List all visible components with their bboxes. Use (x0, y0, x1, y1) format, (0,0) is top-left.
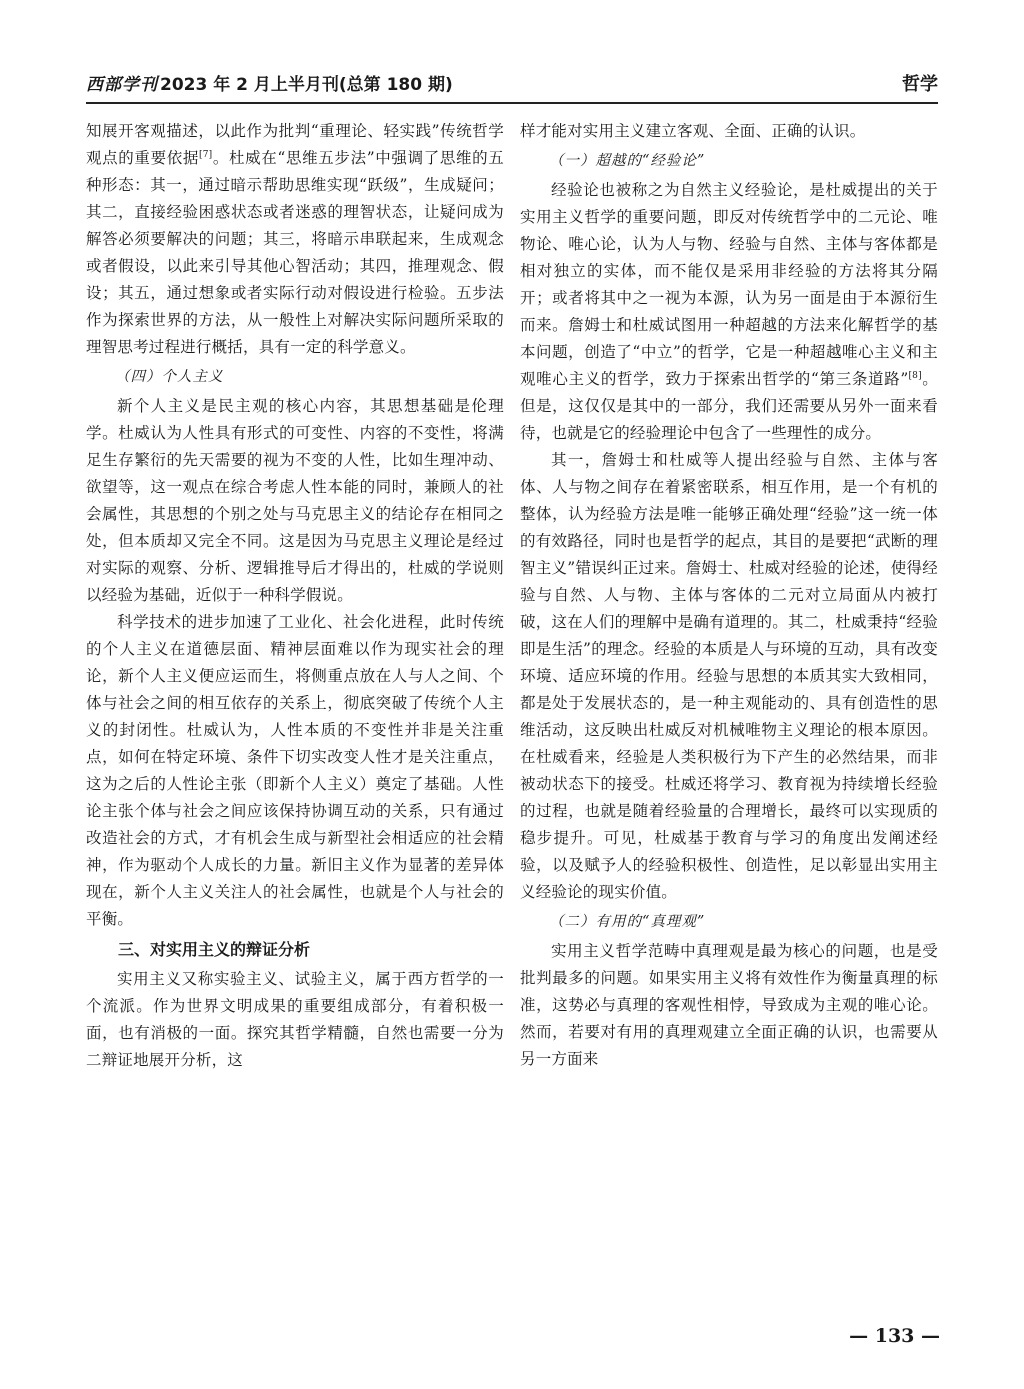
issue-info: 2023 年 2 月上半月刊(总第 180 期) (160, 75, 453, 95)
subsection-heading: （二）有用的“真理观” (549, 914, 706, 930)
paragraph: 样才能对实用主义建立客观、全面、正确的认识。 (520, 122, 866, 140)
right-column (520, 118, 938, 1073)
section-name: 哲学 (902, 74, 938, 95)
paragraph-text: 。杜威在“思维五步法”中强调了思维的五种形态：其一，通过暗示帮助思维实现“跃级”，生成疑问；其二，直接经验困惑状态或者迷惑的理智状态，让疑问成为解答必须要解决的问题；其三，将暗示串联起来，生成观念或者假设，以此来引导其他心智活动；其四，推理观念、假设；其五，通过想象或者实际行动对假设进行检验。五步法作为探索世界的方法，从一般性上对解决实际问题所采取的理智思考过程进行概括，具有一定的科学意义。 (86, 149, 505, 356)
journal-logo: 西部学刊 (86, 75, 158, 95)
paragraph: 其一，詹姆士和杜威等人提出经验与自然、主体与客体、人与物之间存在着紧密联系，相互作用，是一个有机的整体，认为经验方法是唯一能够正确处理“经验”这一统一体的有效路径，同时也是哲学的起点，其目的是要把“武断的理智主义”错误纠正过来。詹姆士、杜威对经验的论述，使得经验与自然、人与物、主体与客体的二元对立局面从内被打破，这在人们的理解中是确有道理的。其二，杜威秉持“经验即是生活”的理念。经验的本质是人与环境的互动，具有改变环境、适应环境的作用。经验与思想的本质其实大致相同，都是处于发展状态的，是一种主观能动的、具有创造性的思维活动，这反映出杜威反对机械唯物主义理论的根本原因。在杜威看来，经验是人类积极行为下产生的必然结果，而非被动状态下的接受。杜威还将学习、教育视为持续增长经验的过程，也就是随着经验量的合理增长，最终可以实现质的稳步提升。可见，杜威基于教育与学习的角度出发阐述经验，以及赋予人的经验积极性、创造性，足以彰显出实用主义经验论的现实价值。 (520, 451, 938, 901)
section-heading: 三、对实用主义的辩证分析 (118, 940, 311, 959)
citation-ref: [8] (908, 370, 922, 381)
page-number: — 133 — (849, 1325, 940, 1347)
left-column (86, 118, 504, 1074)
paragraph-text: 。但是，这仅仅是其中的一部分，我们还需要从另外一面来看待，也就是它的经验理论中包含了一些理性的成分。 (520, 370, 938, 442)
running-header (86, 70, 938, 104)
subsection-heading: （四）个人主义 (115, 369, 224, 385)
paragraph (520, 177, 938, 447)
paragraph: 实用主义又称实验主义、试验主义，属于西方哲学的一个流派。作为世界文明成果的重要组成部分，有着积极一面，也有消极的一面。探究其哲学精髓，自然也需要一分为二辩证地展开分析，这 (86, 970, 504, 1069)
journal-issue (86, 70, 453, 95)
paragraph-text: 知展开客观描述，以此作为批判“重理论、轻实践”传统哲学观点的重要依据 (86, 122, 504, 167)
paragraph: 实用主义哲学范畴中真理观是最为核心的问题，也是受批判最多的问题。如果实用主义将有效性作为衡量真理的标准，这势必与真理的客观性相悖，导致成为主观的唯心论。然而，若要对有用的真理观建立全面正确的认识，也需要从另一方面来 (520, 942, 938, 1068)
subsection-heading: （一）超越的“经验论” (549, 153, 706, 169)
paragraph (86, 118, 504, 361)
paragraph-text: 经验论也被称之为自然主义经验论，是杜威提出的关于实用主义哲学的重要问题，即反对传统哲学中的二元论、唯物论、唯心论，认为人与物、经验与自然、主体与客体都是相对独立的实体，而不能仅是采用非经验的方法将其分隔开；或者将其中之一视为本源，认为另一面是由于本源衍生而来。詹姆士和杜威试图用一种超越的方法来化解哲学的基本问题，创造了“中立”的哲学，它是一种超越唯心主义和主观唯心主义的哲学，致力于探索出哲学的“第三条道路” (520, 181, 938, 388)
citation-ref: [7] (199, 149, 213, 160)
paragraph: 新个人主义是民主观的核心内容，其思想基础是伦理学。杜威认为人性具有形式的可变性、内容的不变性，将满足生存繁衍的先天需要的视为不变的人性，比如生理冲动、欲望等，这一观点在综合考虑人性本能的同时，兼顾人的社会属性，其思想的个别之处与马克思主义的结论存在相同之处，但本质却又完全不同。这是因为马克思主义理论是经过对实际的观察、分析、逻辑推导后才得出的，杜威的学说则以经验为基础，近似于一种科学假说。 (86, 397, 504, 604)
paragraph: 科学技术的进步加速了工业化、社会化进程，此时传统的个人主义在道德层面、精神层面难以作为现实社会的理论，新个人主义便应运而生，将侧重点放在人与人之间、个体与社会之间的相互依存的关系上，彻底突破了传统个人主义的封闭性。杜威认为，人性本质的不变性并非是关注重点，如何在特定环境、条件下切实改变人性才是关注重点，这为之后的人性论主张（即新个人主义）奠定了基础。人性论主张个体与社会之间应该保持协调互动的关系，只有通过改造社会的方式，才有机会生成与新型社会相适应的社会精神，作为驱动个人成长的力量。新旧主义作为显著的差异体现在，新个人主义关注人的社会属性，也就是个人与社会的平衡。 (86, 613, 504, 928)
